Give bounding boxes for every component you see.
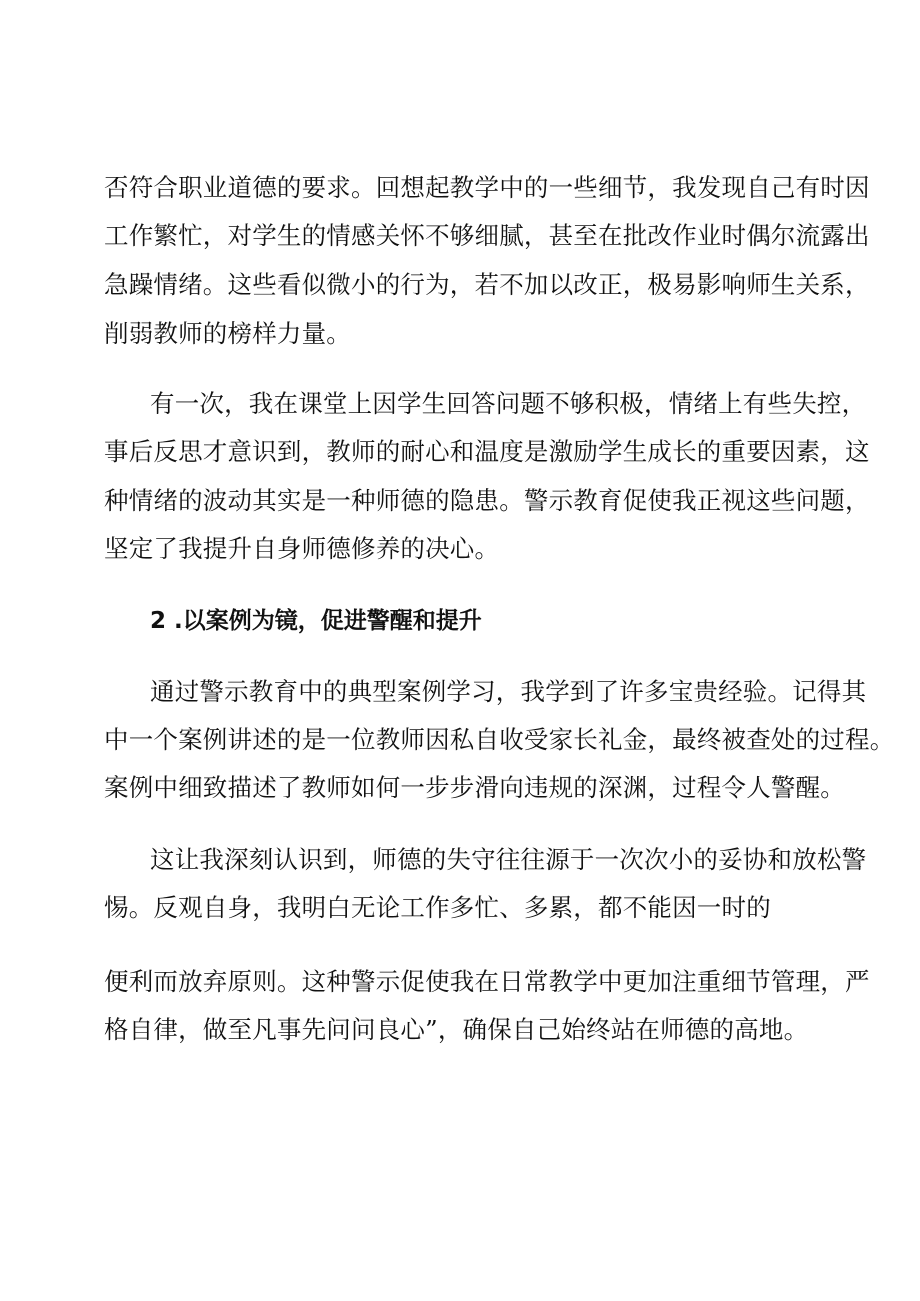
paragraph-4-line-2: 惕。反观自身，我明白无论工作多忙、多累，都不能因一时的 (104, 893, 771, 922)
paragraph-2-line-3: 种情绪的波动其实是一种师德的隐患。警示教育促使我正视这些问题， (104, 486, 870, 515)
paragraph-1-line-3: 急躁情绪。这些看似微小的行为，若不加以改正，极易影响师生关系， (104, 270, 870, 299)
paragraph-5-line-2: 格自律，做至凡事先问问良心”，确保自己始终站在师德的高地。 (104, 1015, 809, 1044)
section-heading: 2 .以案例为镜，促进警醒和提升 (150, 608, 482, 634)
paragraph-3-line-1: 通过警示教育中的典型案例学习，我学到了许多宝贵经验。记得其 (150, 677, 867, 706)
paragraph-1-line-2: 工作繁忙，对学生的情感关怀不够细腻，甚至在批改作业时偶尔流露出 (104, 221, 870, 250)
paragraph-3-line-3: 案例中细致描述了教师如何一步步滑向违规的深渊，过程令人警醒。 (104, 773, 845, 802)
paragraph-4-line-1: 这让我深刻认识到，师德的失守往往源于一次次小的妥协和放松警 (150, 845, 867, 874)
paragraph-2-line-1: 有一次，我在课堂上因学生回答问题不够积极，情绪上有些失控， (150, 389, 867, 418)
paragraph-2-line-2: 事后反思才意识到，教师的耐心和温度是激励学生成长的重要因素，这 (104, 437, 870, 466)
paragraph-3-line-2: 中一个案例讲述的是一位教师因私自收受家长礼金，最终被查处的过程。 (104, 725, 895, 754)
paragraph-5-line-1: 便利而放弃原则。这种警示促使我在日常教学中更加注重细节管理，严 (104, 967, 870, 996)
paragraph-1-line-1: 否符合职业道德的要求。回想起教学中的一些细节，我发现自己有时因 (104, 173, 870, 202)
paragraph-2-line-4: 坚定了我提升自身师德修养的决心。 (104, 534, 500, 563)
paragraph-1-line-4: 削弱教师的榜样力量。 (104, 319, 351, 348)
